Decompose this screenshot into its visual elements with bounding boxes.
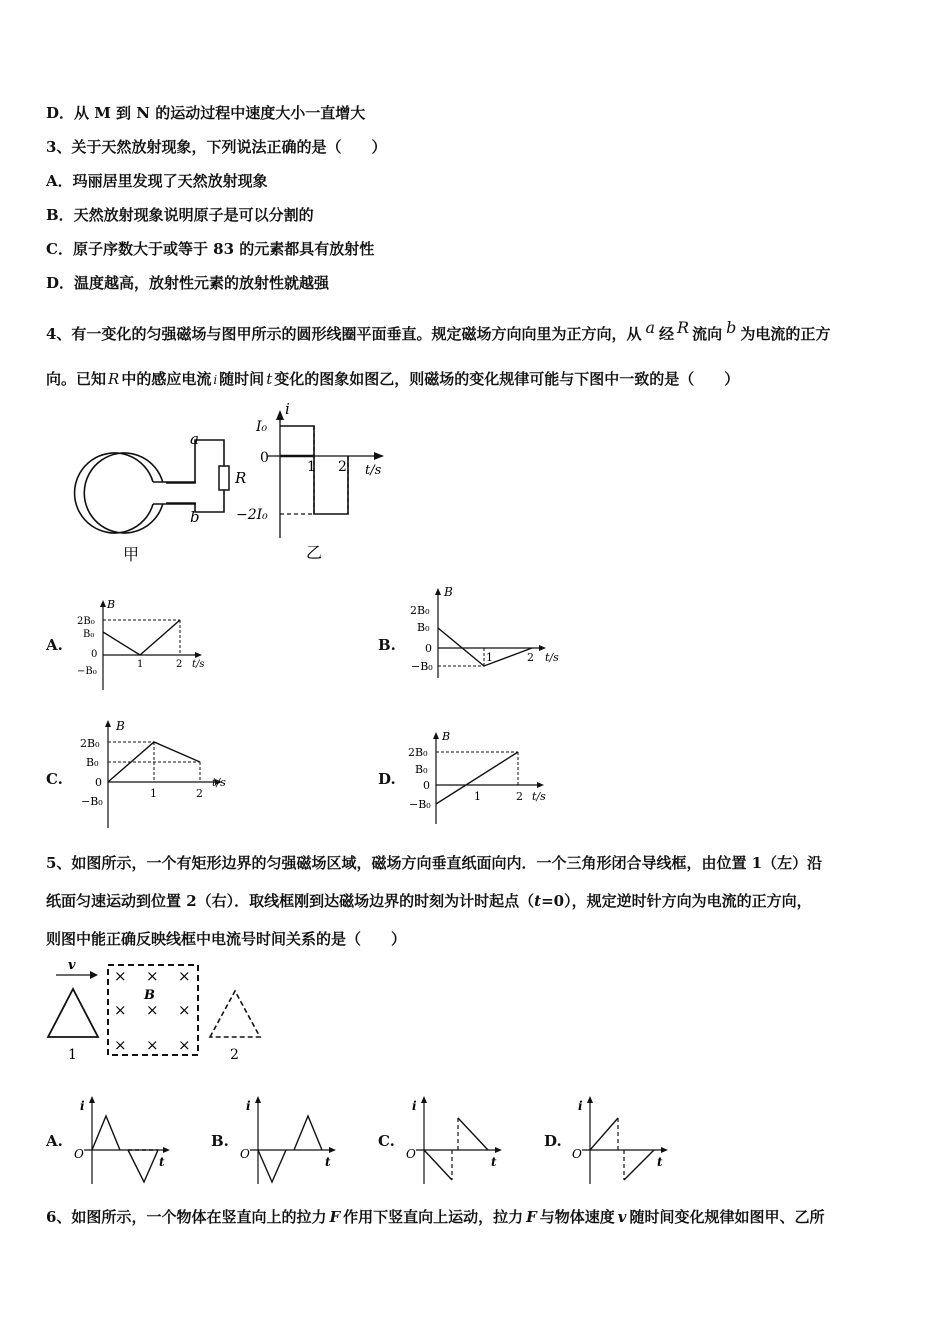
q5-option-d-letter: D.: [544, 1132, 562, 1150]
q4-option-d-graph: [402, 728, 562, 828]
q4-option-a-letter: A.: [46, 636, 63, 654]
q5-option-c-letter: C.: [378, 1132, 395, 1150]
c-B0: B₀: [86, 756, 99, 769]
q5-option-a-graph: [66, 1092, 176, 1188]
figure-yi-current-graph: [236, 398, 400, 568]
b-B: B: [444, 585, 453, 599]
b-zero: 0: [425, 642, 432, 655]
c-ts: t/s: [212, 776, 226, 789]
caption-yi: 乙: [306, 543, 323, 562]
svg-text:×: ×: [146, 1036, 159, 1054]
svg-text:×: ×: [114, 967, 127, 985]
q5-option-b-graph: [232, 1092, 342, 1188]
label-b: b: [190, 508, 200, 526]
a-two: 2: [176, 659, 183, 670]
q4-option-b-letter: B.: [378, 636, 396, 654]
fig5-v: v: [68, 958, 76, 973]
q5d-O: O: [572, 1147, 582, 1161]
label-a: a: [190, 430, 199, 448]
yi-axis-t: t/s: [365, 463, 382, 478]
d-2B0: 2B₀: [408, 746, 428, 759]
q5-option-a-letter: A.: [46, 1132, 63, 1150]
c-one: 1: [150, 787, 157, 800]
yi-zero: 0: [260, 450, 269, 466]
q5a-O: O: [74, 1147, 84, 1161]
q5-stem-line2: 纸面匀速运动到位置 2（右）．取线框刚到达磁场边界的时刻为计时起点（t=0），规定逆时针方向为电流的正方向，: [46, 892, 812, 910]
yi-neg2I0: −2I₀: [236, 507, 268, 523]
d-B0: B₀: [415, 763, 428, 776]
svg-text:×: ×: [178, 1036, 191, 1054]
b-one: 1: [486, 651, 493, 664]
svg-text:×: ×: [146, 967, 159, 985]
label-R: R: [235, 469, 247, 487]
d-zero: 0: [423, 779, 430, 792]
a-B0: B₀: [83, 629, 95, 640]
caption-jia: 甲: [123, 545, 140, 564]
q5-option-d-graph: [564, 1092, 674, 1188]
a-ts: t/s: [192, 659, 205, 670]
b-ts: t/s: [545, 651, 559, 664]
fig5-crosses: [114, 967, 191, 1054]
q5a-t: t: [159, 1155, 165, 1169]
figure-jia-ring-outline: [40, 420, 230, 570]
q5-option-b-letter: B.: [211, 1132, 229, 1150]
a-negB0: −B₀: [77, 666, 97, 677]
q5-stem-line1: 5、如图所示，一个有矩形边界的匀强磁场区域，磁场方向垂直纸面向内．一个三角形闭合导线框，由位置 1（左）沿: [46, 854, 823, 872]
d-ts: t/s: [532, 790, 546, 803]
svg-text:×: ×: [146, 1001, 159, 1019]
q4-stem-line1: 4、有一变化的匀强磁场与图甲所示的圆形线圈平面垂直。规定磁场方向向里为正方向，从 $^a$ 经 $^R$ 流向 $^b$ 为电流的正方: [46, 318, 831, 343]
q5d-t: t: [657, 1155, 663, 1169]
q4-option-c-graph: [72, 716, 242, 832]
svg-text:×: ×: [114, 1001, 127, 1019]
c-2B0: 2B₀: [80, 737, 100, 750]
yi-I0: I₀: [256, 419, 268, 435]
symbol-a: a: [645, 318, 655, 337]
b-negB0: −B₀: [411, 660, 433, 673]
a-zero: 0: [91, 649, 98, 660]
q4-option-d-letter: D.: [378, 770, 396, 788]
symbol-t: t: [266, 370, 273, 388]
q5-option-c-graph: [398, 1092, 508, 1188]
d-two: 2: [516, 790, 523, 803]
svg-text:×: ×: [114, 1036, 127, 1054]
q3-option-b: B．天然放射现象说明原子是可以分割的: [46, 206, 314, 224]
q4-option-b-graph: [402, 584, 572, 684]
fig5-pos1: 1: [68, 1047, 77, 1063]
q4-stem-line2: 向。已知 R 中的感应电流 i 随时间 t 变化的图象如图乙，则磁场的变化规律可能与下图中一致的是（ ）: [46, 370, 740, 388]
d-one: 1: [474, 790, 481, 803]
q3-option-d: D．温度越高，放射性元素的放射性就越强: [46, 274, 330, 292]
q5b-i: i: [246, 1099, 251, 1113]
q3-option-a: A．玛丽⁯居里发现了天然放射现象: [46, 172, 268, 190]
q5c-O: O: [406, 1147, 416, 1161]
d-B: B: [442, 730, 451, 743]
a-B: B: [107, 598, 116, 611]
svg-text:×: ×: [178, 1001, 191, 1019]
a-2B0: 2B₀: [77, 616, 95, 627]
d-negB0: −B₀: [409, 798, 431, 811]
b-B0: B₀: [417, 621, 430, 634]
q5b-t: t: [325, 1155, 331, 1169]
q5a-i: i: [80, 1099, 85, 1113]
c-zero: 0: [95, 776, 102, 789]
q4-option-a-graph: [70, 596, 220, 696]
symbol-i: i: [213, 373, 218, 387]
q5c-t: t: [491, 1155, 497, 1169]
b-2B0: 2B₀: [410, 604, 430, 617]
yi-axis-i: i: [285, 400, 290, 418]
fig5-B: B: [144, 988, 155, 1003]
c-two: 2: [196, 787, 203, 800]
symbol-b: b: [726, 318, 737, 337]
svg-text:×: ×: [178, 967, 191, 985]
q6-stem-line1: 6、如图所示，一个物体在竖直向上的拉力 F 作用下竖直向上运动，拉力 F 与物体速度 v 随时间变化规律如图甲、乙所: [46, 1208, 825, 1226]
c-negB0: −B₀: [81, 795, 103, 808]
q5b-O: O: [240, 1147, 250, 1161]
b-two: 2: [527, 651, 534, 664]
q4-option-c-letter: C.: [46, 770, 63, 788]
symbol-R2: R: [108, 370, 120, 388]
q5d-i: i: [578, 1099, 583, 1113]
yi-two: 2: [338, 459, 347, 475]
yi-one: 1: [307, 459, 316, 475]
symbol-R: R: [677, 318, 690, 337]
q3-option-c: C．原子序数大于或等于 83 的元素都具有放射性: [46, 240, 375, 258]
a-one: 1: [137, 659, 144, 670]
c-B: B: [116, 719, 125, 733]
fig5-pos2: 2: [230, 1047, 239, 1063]
q5-stem-line3: 则图中能正确反映线框中电流号时间关系的是（ ）: [46, 930, 407, 948]
q5c-i: i: [412, 1099, 417, 1113]
figure-q5-field: [40, 955, 280, 1065]
q3-stem: 3、关于天然放射现象，下列说法正确的是（ ）: [46, 138, 387, 156]
q2-option-d: D．从 M 到 N 的运动过程中速度大小一直增大: [46, 104, 366, 122]
